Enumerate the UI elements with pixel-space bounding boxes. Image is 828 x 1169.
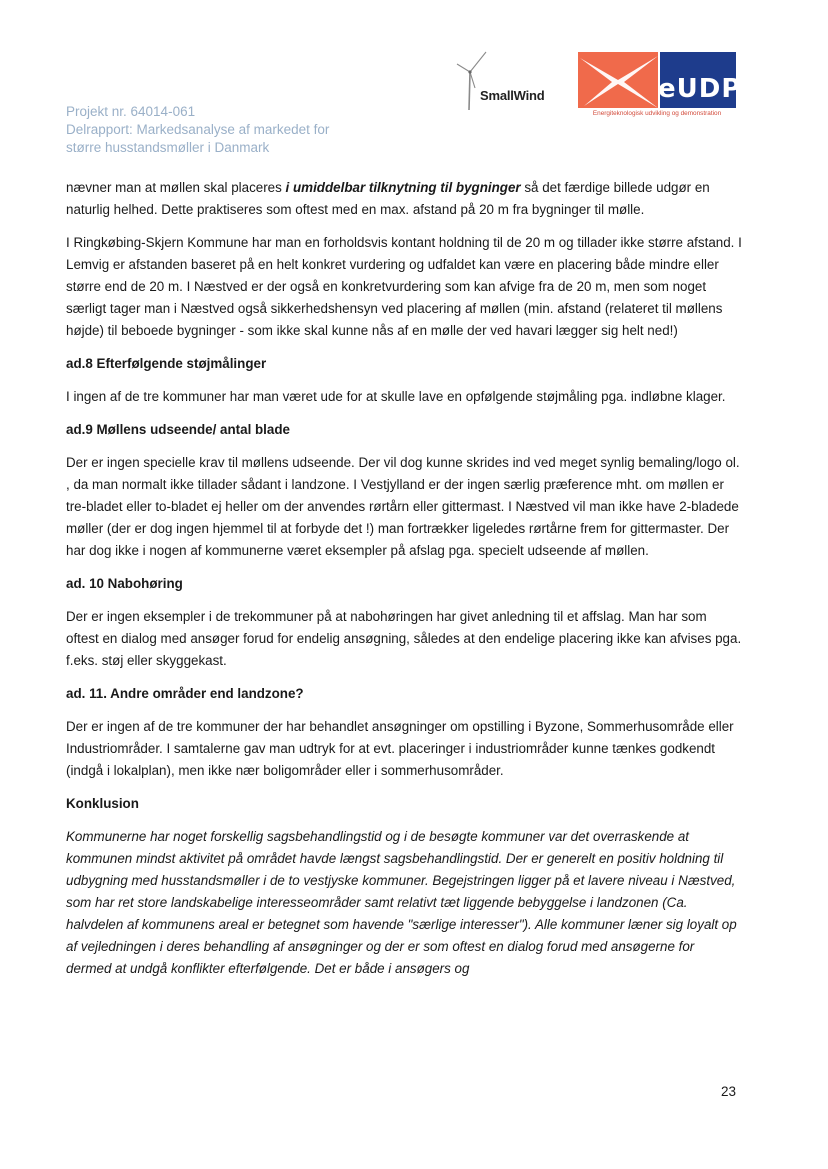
eudp-logo-red-block — [578, 52, 658, 108]
section-heading-neighbour-hearing: ad. 10 Nabohøring — [66, 576, 183, 591]
document-header — [66, 103, 396, 157]
document-body — [66, 177, 742, 980]
paragraph-other-zones: Der er ingen af de tre kommuner der har behandlet ansøgninger om opstilling i Byzone, Sommerhusområde eller Industriområder. I samtalerne gav man udtryk for at evt. placeringer i industriområder kunne tænkes godkendt (indgå i lokalplan), men ikke nær boligområder eller i sommerhusområder. — [66, 719, 734, 778]
eudp-logo-text: eUDP — [658, 74, 742, 104]
star-icon — [578, 52, 658, 108]
section-heading-noise: ad.8 Efterfølgende støjmålinger — [66, 356, 267, 371]
emphasis-text: i umiddelbar tilknytning til bygninger — [285, 180, 521, 195]
paragraph-distance-rules: I Ringkøbing-Skjern Kommune har man en forholdsvis kontant holdning til de 20 m og tillader ikke større afstand. I Lemvig er afstanden baseret på en helt konkret vurdering og udfaldet kan være en placering både mindre eller større end de 20 m. I Næstved er der også en konkretvurdering som kan afvige fra de 20 m, men som noget særligt tager man i Næstved også sikkerhedshensyn ved placering af møllen (min. afstand (relateret til møllens højde) til beboede bygninger - som ikke skal kunne nås af en mølle der ved havari lægger sig helt ned!) — [66, 235, 742, 338]
paragraph-appearance: Der er ingen specielle krav til møllens udseende. Der vil dog kunne skrides ind ved meget synlig bemaling/logo ol. , da man normalt ikke tillader sådant i landzone. I Vestjylland er der ingen særlig præference mht. om møllen er tre-bladet eller to-bladet ej heller om der anvendes rørtårn eller gittermast. I Næstved vil man ikke have 2-bladede møller (der er dog ingen hjemmel til at forbyde det !) man fortrækker ligeledes rørtårne frem for gittermaster. Der har dog ikke i nogen af kommunerne været eksempler på afslag pga. specielt udseende af møllen. — [66, 455, 740, 558]
report-title-line-2: større husstandsmøller i Danmark — [66, 140, 270, 155]
eudp-logo — [578, 52, 742, 122]
paragraph-neighbour-hearing: Der er ingen eksempler i de trekommuner på at nabohøringen har givet anledning til et affslag. Man har som oftest en dialog med ansøger forud for endelig ansøgning, således at den endelige placering ikke kan afvises pga. f.eks. støj eller skyggekast. — [66, 609, 742, 668]
section-heading-appearance: ad.9 Møllens udseende/ antal blade — [66, 422, 290, 437]
eudp-tagline: Energiteknologisk udvikling og demonstration — [592, 110, 722, 117]
section-heading-conclusion: Konklusion — [66, 796, 139, 811]
page-number: 23 — [720, 1084, 736, 1099]
project-number: Projekt nr. 64014-061 — [66, 104, 196, 119]
paragraph-placement: nævner man at møllen skal placeres i umiddelbar tilknytning til bygninger så det færdige billede udgør en naturlig helhed. Dette praktiseres som oftest med en max. afstand på 20 m fra bygninger til mølle. — [66, 180, 710, 217]
paragraph-conclusion: Kommunerne har noget forskellig sagsbehandlingstid og i de besøgte kommuner var det overraskende at kommunen mindst aktivitet på området havde længst sagsbehandlingstid. Der er generelt en positiv holdning til udbygning med husstandsmøller i de to vestjyske kommuner. Begejstringen ligger på et lavere niveau i Næstved, som har ret store landskabelige interesseområder samt relativt tæt liggende bebyggelse i landzonen (Ca. halvdelen af kommunens areal er betegnet som havende "særlige interesser"). Alle kommuner læner sig loyalt op af vejledningen i deres behandling af ansøgninger og der er som oftest en dialog forud med ansøgerne for dermed at undgå konflikter efterfølgende. Det er både i ansøgers og — [66, 829, 737, 976]
smallwind-logo-text: SmallWind — [480, 88, 545, 103]
report-title-line-1: Delrapport: Markedsanalyse af markedet for — [66, 122, 330, 137]
paragraph-noise: I ingen af de tre kommuner har man været ude for at skulle lave en opfølgende støjmåling pga. indløbne klager. — [66, 389, 726, 404]
smallwind-logo — [455, 50, 565, 112]
section-heading-other-zones: ad. 11. Andre områder end landzone? — [66, 686, 304, 701]
